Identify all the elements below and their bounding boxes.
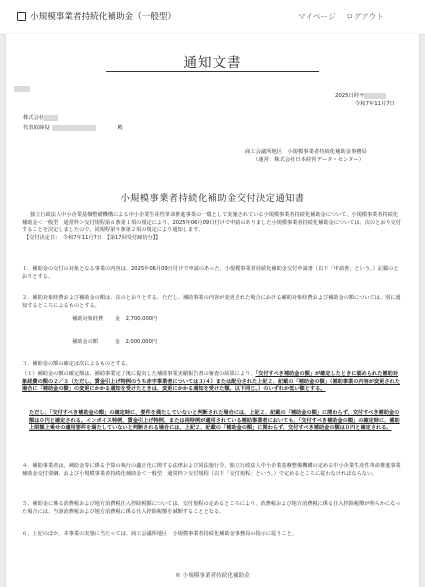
redacted-block [44, 115, 58, 121]
amount-row-subsidy: 補助金の額 金 2,000,000円 [72, 339, 158, 345]
amount-row-expense: 補助対象経費 金 2,700,000円 [72, 316, 158, 322]
item-6: ６、上記のほか、本事業の実施に当たっては、商工会議所地区 小規模事業者持続化補助金事務局の指示に従うこと。 [22, 531, 297, 537]
notice-document [6, 34, 419, 587]
item-3-heading: ３．補助金の額の確定は次によるものとする。 [22, 361, 131, 367]
redacted-block [364, 93, 386, 99]
document-icon [17, 12, 26, 21]
sender-operator: （運営：株式会社日本経営データ・センター） [253, 157, 365, 163]
redacted-block [14, 86, 30, 92]
document-date: 令和7年11月7日 [355, 101, 395, 107]
app-title: 小規模事業者持続化補助金（一般型） [30, 12, 177, 22]
item-2: ２．補助対象経費および補助金の額は、次のとおりとする。ただし、補助事業の内容が変更された場合における補助対象経費および補助金の額については、別に通知するところによるものとする。 [22, 295, 401, 309]
logout-link[interactable]: ログアウト [346, 12, 384, 21]
footer-copyright: © 小規模事業者持続化補助金 [175, 573, 250, 579]
document-title: 通知文書 [183, 55, 242, 71]
title-underline [106, 71, 319, 72]
notice-title: 小規模事業者持続化補助金交付決定通知書 [120, 193, 305, 204]
item-3-1: （１）補助金の額の確定額は、補助事業完了後に提出した補助事業実績報告書の審査の結果により、「交付すべき補助金の額」が確定したときに認められた補助対象経費の額の２／３（ただし、賃金引上げ特例のうち赤字事業者については３/４）または配分された上記２、記載の「補助金の額」（補助事業の内容が変更された場合に「補助金の額」の変更にかかる通知を受けたときは、変更にかかる通知を受けた額。以下同じ。）のいずれか低い額とする。 [22, 371, 400, 393]
item-1: １．補助金の交付の対象となる事業の内容は、2025年06月09日付けで申請のあった、小規模事業者持続化補助金交付申請書（以下「申請書」という。）記載のとおりとする。 [22, 266, 399, 280]
intro-paragraph: 独立行政法人中小企業基盤整備機構による中小企業生産性革命推進事業の一環として実施されている小規模事業者持続化補助金について、小規模事業者持続化補助金＜一般型 通常枠＞交付規程第６条第１項の規定により、2025年06月09日付けで申請のありました小規模事業者持続化補助金については、次のとおり交付することを決定しましたので、同規程第９条第２項の規定により通知します。 【交付決定日： 令和7年11月7日 【第17回受付締切分】】 [22, 212, 402, 241]
item-3-2: ただし、「交付すべき補助金の額」の確定時に、要件を満たしていないと判断された場合には、上記２、記載の「補助金の額」に関わらず、交付すべき補助金の額は０円と確定される。インボイス特例、賃金引上げ特例、または両特例が適用されている補助事業者においても、「交付すべき補助金の額」の確定時に、補助上限額上乗せの適用要件を満たしていないと判断される場合には、上記２、記載の「補助金の額」に関わらず、交付すべき補助金の額は０円と確定される。 [29, 410, 400, 432]
item-5: ５、補助金に係る消費税および地方消費税仕入控除税額については、交付規程の定めるところにより、消費税および地方消費税に係る仕入控除税額が明らかになった場合には、当該消費税および地方消費税に係る仕入控除税額を減額することとなる。 [22, 501, 401, 515]
app-header [0, 0, 425, 35]
redacted-block [52, 125, 96, 131]
mypage-link[interactable]: マイページ [298, 12, 336, 21]
recipient-representative: 代表取締役 殿 [23, 125, 123, 131]
sender-office: 商工会議所地区 小規模事業者持続化補助金事務局 [245, 149, 367, 155]
item-4: ４、補助事業者は、補助金等に係る予算の執行の適正化に関する法律および同法施行令、独立行政法人中小企業基盤整備機構の定める中小企業生産性革命推進事業補助金交付要綱、および小規模事業者持続化補助金＜一般型 通常枠＞交付規程（以下「交付規程」という。）で定めるところに従わなければならない。 [22, 463, 401, 477]
document-number: 2025日経サ [335, 91, 386, 99]
recipient-company: 株式会社 [23, 113, 58, 121]
